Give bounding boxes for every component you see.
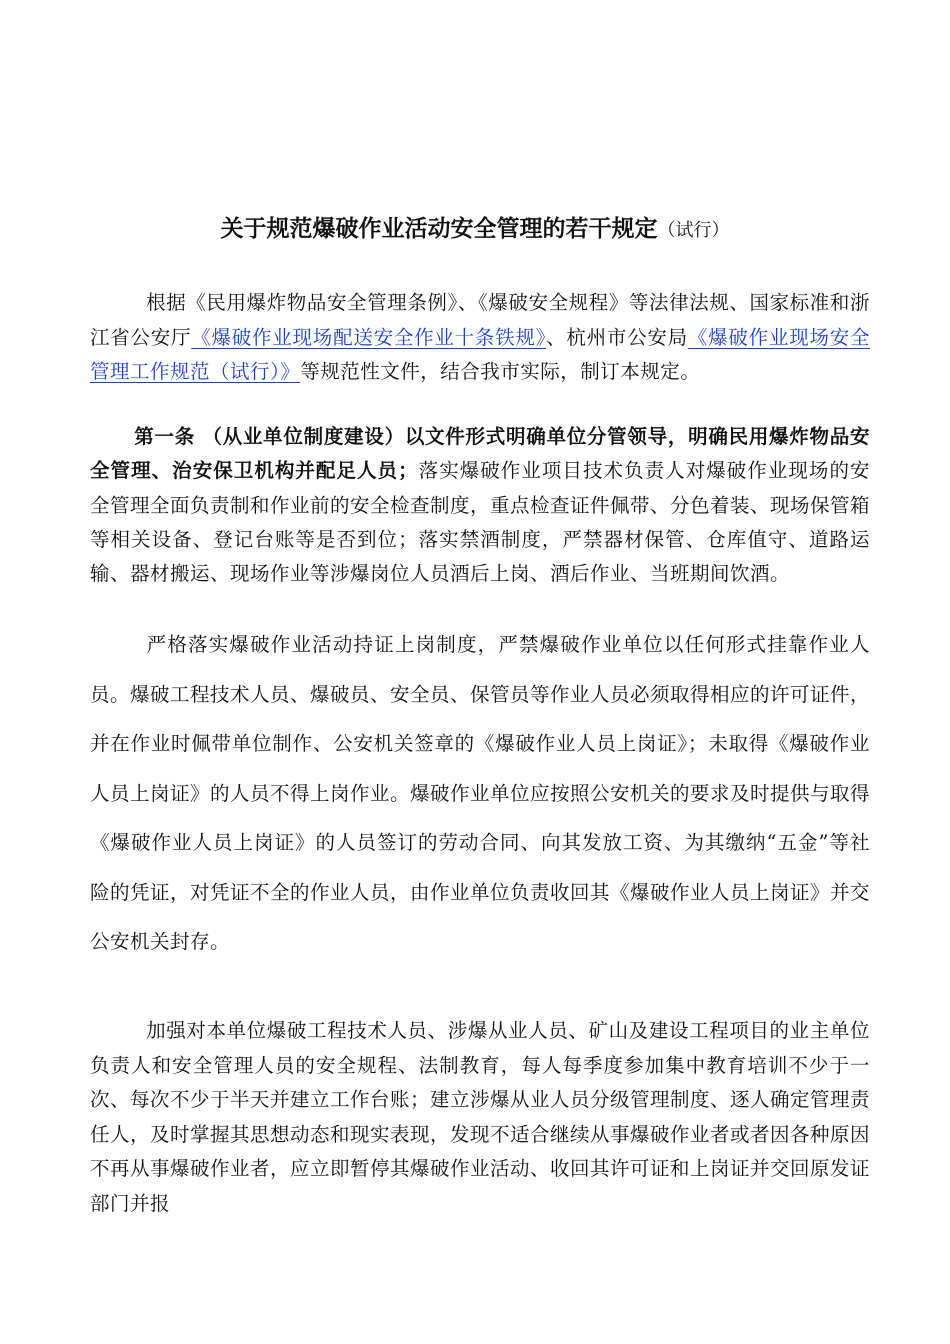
regulation-link-municipal[interactable]: 《爆破作业现场安全管理工作规范（试行）》 xyxy=(90,325,870,383)
intro-text-1: 根据《民用爆炸物品安全管理条例》、《爆破安全规程》等法律法规、国家标准和浙江省公安厅 xyxy=(90,291,870,349)
title-main: 关于规范爆破作业活动安全管理的若干规定 xyxy=(220,216,658,242)
regulation-link-provincial[interactable]: 《爆破作业现场配送安全作业十条铁规》 xyxy=(191,325,547,349)
intro-text-3: 等规范性文件，结合我市实际，制订本规定。 xyxy=(300,360,701,383)
article-1-paragraph xyxy=(90,420,870,591)
article-1-heading: 第一条 （从业单位制度建设）以文件形式明确单位分管领导，明确民用爆炸物品安全管理、治安保卫机构并配足人员； xyxy=(90,425,870,483)
intro-text-2: 、杭州市公安局 xyxy=(546,325,688,349)
certification-paragraph xyxy=(90,620,870,967)
training-text: 加强对本单位爆破工程技术人员、涉爆从业人员、矿山及建设工程项目的业主单位负责人和安全管理人员的安全规程、法制教育，每人每季度参加集中教育培训不少于一次、每次不少于半天并建立工作台账；建立涉爆从业人员分级管理制度、逐人确定管理责任人，及时掌握其思想动态和现实表现，发现不适合继续从事爆破作业者或者因各种原因不再从事爆破作业者，应立即暂停其爆破作业活动、收回其许可证和上岗证并交回原发证部门并报 xyxy=(90,1019,871,1215)
document-title xyxy=(0,212,950,248)
title-suffix: （试行） xyxy=(657,220,730,241)
article-1-body: 落实爆破作业项目技术负责人对爆破作业现场的安全管理全面负责制和作业前的安全检查制度，重点检查证件佩带、分色着装、现场保管箱等相关设备、登记台账等是否到位；落实禁酒制度，严禁器材保管、仓库值守、道路运输、器材搬运、现场作业等涉爆岗位人员酒后上岗、酒后作业、当班期间饮酒。 xyxy=(90,459,871,586)
certification-text: 严格落实爆破作业活动持证上岗制度，严禁爆破作业单位以任何形式挂靠作业人员。爆破工程技术人员、爆破员、安全员、保管员等作业人员必须取得相应的许可证件，并在作业时佩带单位制作、公安机关签章的《爆破作业人员上岗证》；未取得《爆破作业人员上岗证》的人员不得上岗作业。爆破作业单位应按照公安机关的要求及时提供与取得《爆破作业人员上岗证》的人员签订的劳动合同、向其发放工资、为其缴纳“五金”等社险的凭证，对凭证不全的作业人员，由作业单位负责收回其《爆破作业人员上岗证》并交公安机关封存。 xyxy=(90,633,871,953)
training-paragraph xyxy=(90,1014,870,1222)
intro-paragraph xyxy=(90,286,870,390)
